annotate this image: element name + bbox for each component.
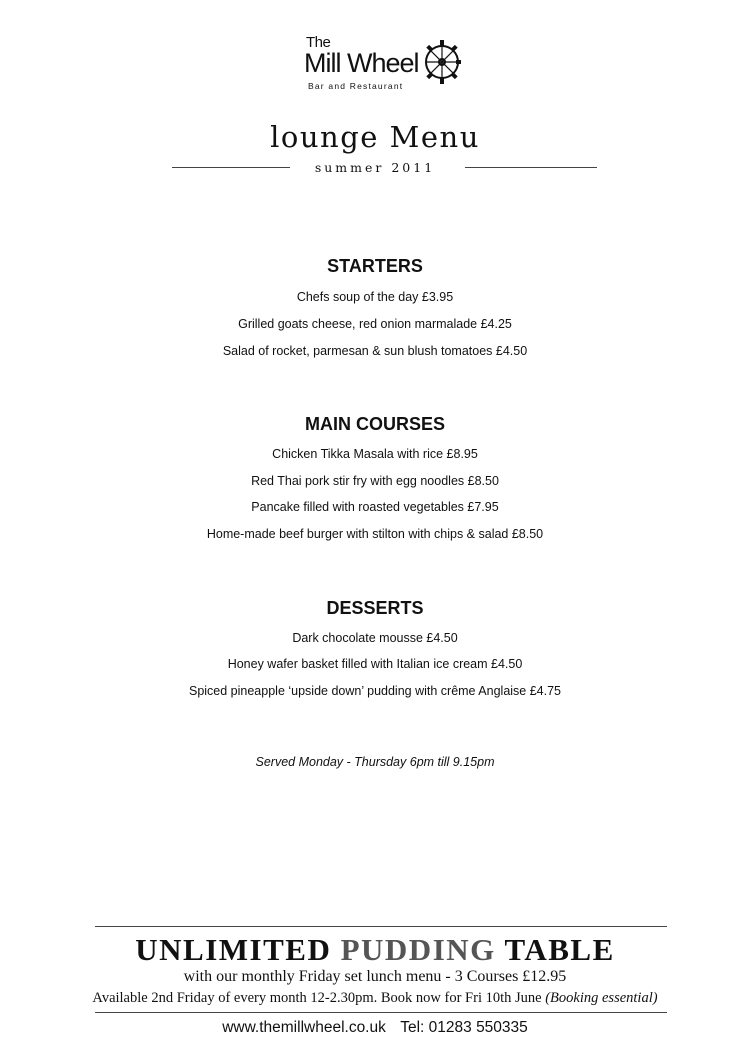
menu-item: Chicken Tikka Masala with rice £8.95 — [272, 447, 478, 461]
menu-title: lounge Menu — [270, 120, 480, 154]
promo-title-part3: TABLE — [495, 932, 615, 967]
serving-note: Served Monday - Thursday 6pm till 9.15pm — [255, 755, 495, 769]
promo-availability: Available 2nd Friday of every month 12-2.30pm. Book now for Fri 10th June — [92, 990, 546, 1006]
menu-item: Dark chocolate mousse £4.50 — [292, 631, 458, 645]
menu-item: Home-made beef burger with stilton with chips & salad £8.50 — [206, 527, 544, 541]
booking-note: (Booking essential) — [545, 990, 658, 1006]
menu-item: Chefs soup of the day £3.95 — [296, 290, 454, 304]
promo-title-part1: UNLIMITED — [135, 932, 341, 967]
tel-label: Tel: — [400, 1019, 425, 1036]
website-link[interactable]: www.themillwheel.co.uk — [222, 1019, 386, 1036]
menu-item: Pancake filled with roasted vegetables £7.95 — [251, 500, 499, 514]
title-divider-right — [465, 167, 597, 168]
promo-title — [0, 932, 750, 968]
logo-name: Mill Wheel — [304, 48, 419, 78]
logo-the: The — [306, 34, 331, 51]
footer-divider-top — [95, 926, 667, 927]
footer-divider-bottom — [95, 1012, 667, 1013]
promo-line-2 — [0, 990, 750, 1007]
promo-line-1: with our monthly Friday set lunch menu - 3 Courses £12.95 — [183, 968, 567, 985]
menu-item: Spiced pineapple ‘upside down’ pudding with crême Anglaise £4.75 — [188, 684, 561, 698]
contact-line — [0, 1019, 750, 1037]
section-heading-main-courses: MAIN COURSES — [304, 414, 445, 434]
menu-item: Honey wafer basket filled with Italian ice cream £4.50 — [227, 657, 523, 671]
menu-subtitle: summer 2011 — [314, 160, 436, 175]
phone-number[interactable]: 01283 550335 — [428, 1019, 528, 1036]
section-heading-desserts: DESSERTS — [326, 598, 424, 618]
menu-item: Grilled goats cheese, red onion marmalade £4.25 — [238, 317, 512, 331]
menu-item: Red Thai pork stir fry with egg noodles £8.50 — [251, 474, 499, 488]
logo-subtitle: Bar and Restaurant — [308, 81, 404, 91]
promo-title-accent: PUDDING — [340, 932, 496, 967]
section-heading-starters: STARTERS — [327, 256, 423, 276]
logo — [300, 34, 470, 96]
mill-wheel-icon — [422, 38, 462, 86]
menu-item: Salad of rocket, parmesan & sun blush tomatoes £4.50 — [222, 344, 528, 358]
